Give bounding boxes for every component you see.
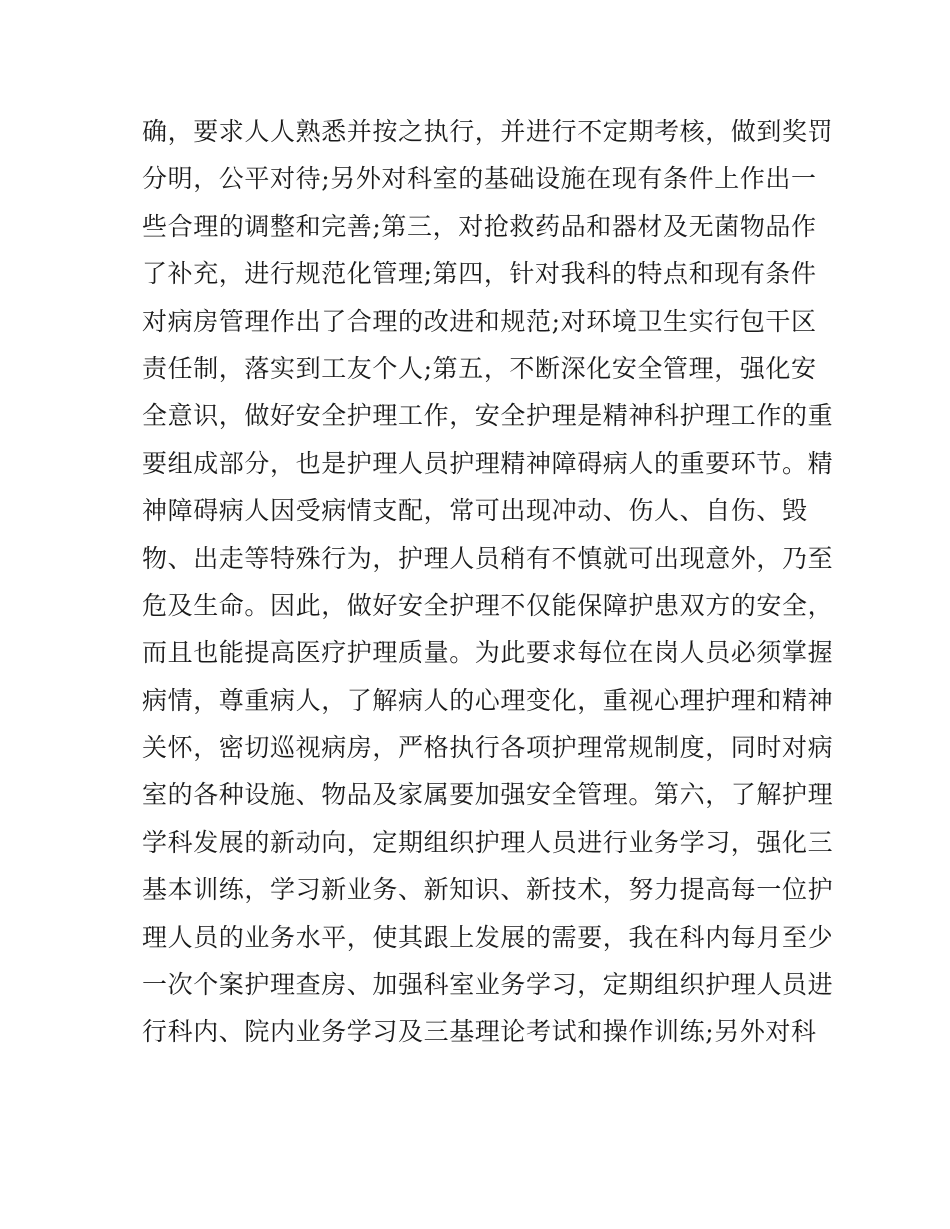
text-line: 确，要求人人熟悉并按之执行，并进行不定期考核，做到奖罚 [142,117,834,146]
text-line: 对病房管理作出了合理的改进和规范;对环境卫生实行包干区 [142,306,817,336]
text-line: 室的各种设施、物品及家属要加强安全管理。第六，了解护理 [142,780,834,810]
text-line: 全意识，做好安全护理工作，安全护理是精神科护理工作的重 [142,401,834,431]
text-line: 责任制，落实到工友个人;第五，不断深化安全管理，强化安 [142,353,817,383]
text-line: 而且也能提高医疗护理质量。为此要求每位在岗人员必须掌握 [142,638,834,668]
text-line: 分明，公平对待;另外对科室的基础设施在现有条件上作出一 [142,164,817,194]
text-line: 了补充，进行规范化管理;第四，针对我科的特点和现有条件 [142,259,817,289]
text-line: 病情，尊重病人，了解病人的心理变化，重视心理护理和精神 [142,685,834,715]
text-line: 一次个案护理查房、加强科室业务学习，定期组织护理人员进 [142,970,834,1000]
text-line: 理人员的业务水平，使其跟上发展的需要，我在科内每月至少 [142,922,834,952]
text-line: 学科发展的新动向，定期组织护理人员进行业务学习，强化三 [142,827,834,857]
text-line: 物、出走等特殊行为，护理人员稍有不慎就可出现意外，乃至 [142,543,834,573]
text-line: 要组成部分，也是护理人员护理精神障碍病人的重要环节。精 [142,448,834,478]
body-text [142,108,834,1056]
text-line: 神障碍病人因受病情支配，常可出现冲动、伤人、自伤、毁 [142,496,808,526]
text-line: 关怀，密切巡视病房，严格执行各项护理常规制度，同时对病 [142,733,834,763]
text-line: 基本训练，学习新业务、新知识、新技术，努力提高每一位护 [142,875,834,905]
text-line: 危及生命。因此，做好安全护理不仅能保障护患双方的安全， [142,590,834,620]
text-line: 行科内、院内业务学习及三基理论考试和操作训练;另外对科 [142,1017,817,1047]
text-line: 些合理的调整和完善;第三，对抢救药品和器材及无菌物品作 [142,211,817,241]
